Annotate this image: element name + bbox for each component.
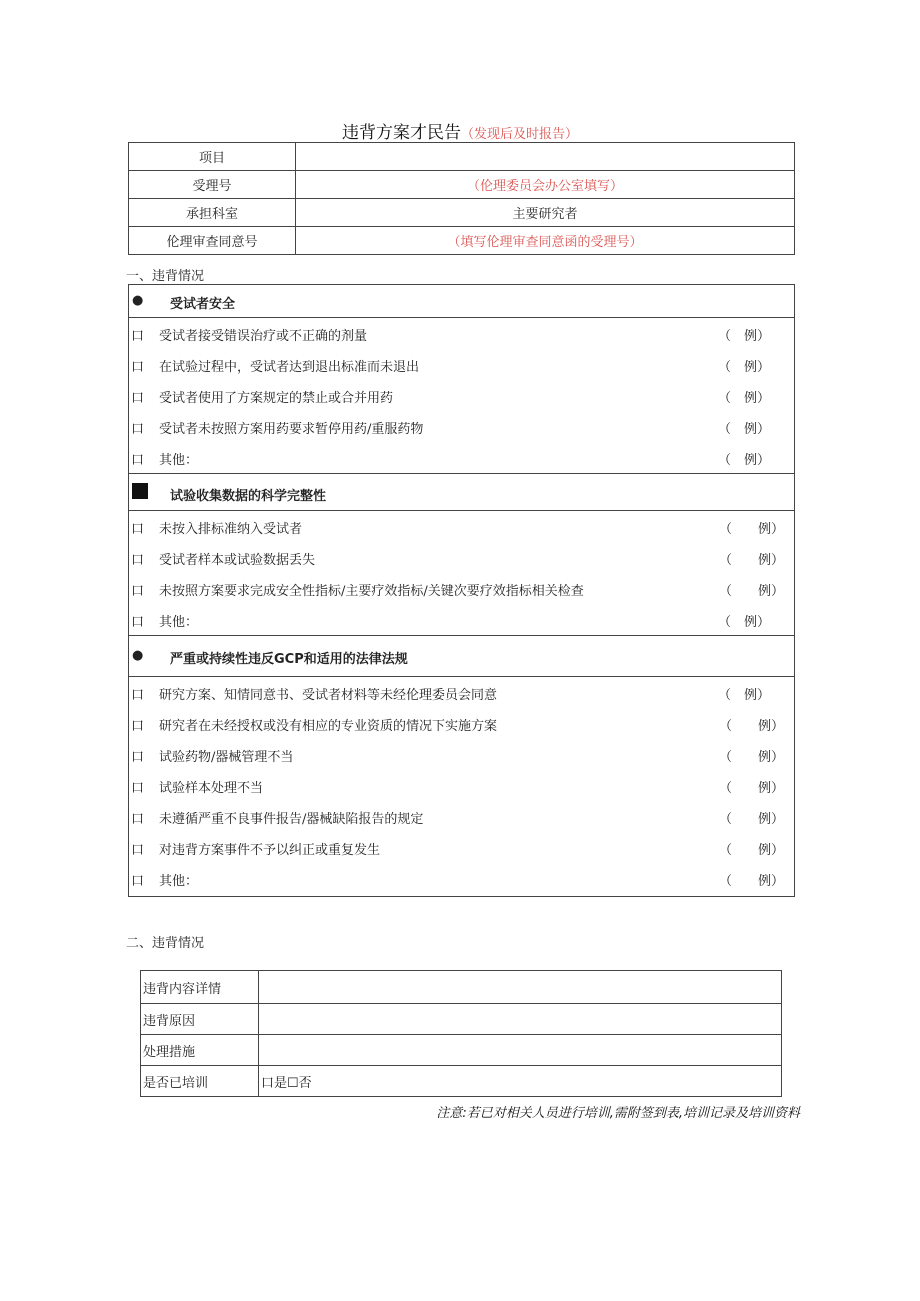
- detail-label: 违背内容详情: [141, 971, 259, 1004]
- reason-field[interactable]: [259, 1004, 782, 1035]
- item-text: 其他：: [159, 615, 199, 630]
- item-text: 受试者接受错误治疗或不正确的剂量: [159, 329, 368, 344]
- item-text: 对违背方案事件不予以纠正或重复发生: [159, 843, 381, 858]
- item-text: 其他：: [159, 874, 199, 889]
- checkbox[interactable]: 口: [131, 453, 145, 468]
- checklist-item: [129, 442, 794, 473]
- checklist-item: [129, 739, 794, 770]
- checklist-item: [129, 511, 794, 542]
- form-subtitle: （发现后及时报告）: [460, 127, 578, 142]
- case-count[interactable]: （ 例）: [717, 360, 770, 375]
- checklist-item: [129, 801, 794, 832]
- training-options[interactable]: 口是☐否: [259, 1066, 782, 1097]
- training-label: 是否已培训: [141, 1066, 259, 1097]
- checkbox[interactable]: 口: [131, 812, 145, 827]
- case-count[interactable]: （ 例）: [717, 453, 770, 468]
- checklist-item: [129, 863, 794, 896]
- checkbox[interactable]: 口: [131, 522, 145, 537]
- item-text: 未按入排标准纳入受试者: [159, 522, 303, 537]
- square-bullet-icon: [132, 483, 148, 499]
- checkbox[interactable]: 口: [131, 553, 145, 568]
- checklist-item: [129, 380, 794, 411]
- checklist-item: [129, 832, 794, 863]
- item-text: 研究方案、知情同意书、受试者材料等未经伦理委员会同意: [159, 688, 498, 703]
- group-data-integrity-heading: [129, 473, 794, 511]
- project-label: 项目: [129, 143, 296, 171]
- case-count[interactable]: （ 例）: [718, 719, 784, 734]
- checkbox[interactable]: 口: [131, 843, 145, 858]
- info-table: [128, 142, 795, 255]
- ethics-label: 伦理审查同意号: [129, 227, 296, 255]
- case-count[interactable]: （ 例）: [718, 750, 784, 765]
- item-text: 试验药物/器械管理不当: [159, 750, 294, 765]
- case-count[interactable]: （ 例）: [718, 553, 784, 568]
- reason-label: 违背原因: [141, 1004, 259, 1035]
- checklist-item: [129, 411, 794, 442]
- ethics-field[interactable]: （填写伦理审查同意函的受理号）: [296, 227, 795, 255]
- bullet-icon: ●: [132, 648, 144, 663]
- detail-field[interactable]: [259, 971, 782, 1004]
- case-count[interactable]: （ 例）: [717, 688, 770, 703]
- item-text: 受试者未按照方案用药要求暂停用药/重服药物: [159, 422, 424, 437]
- case-count[interactable]: （ 例）: [717, 391, 770, 406]
- checklist-item: [129, 604, 794, 635]
- checklist-item: [129, 318, 794, 349]
- case-count[interactable]: （ 例）: [717, 422, 770, 437]
- item-text: 研究者在未经授权或没有相应的专业资质的情况下实施方案: [159, 719, 498, 734]
- acceptance-label: 受理号: [129, 171, 296, 199]
- checkbox[interactable]: 口: [131, 688, 145, 703]
- checklist-item: [129, 770, 794, 801]
- checkbox[interactable]: 口: [131, 391, 145, 406]
- checkbox[interactable]: 口: [131, 750, 145, 765]
- checklist-item: [129, 708, 794, 739]
- item-text: 受试者使用了方案规定的禁止或合并用药: [159, 391, 394, 406]
- checklist-item: [129, 573, 794, 604]
- checkbox[interactable]: 口: [131, 719, 145, 734]
- item-text: 未按照方案要求完成安全性指标/主要疗效指标/关键次要疗效指标相关检查: [159, 584, 584, 599]
- pi-label: 主要研究者: [296, 199, 795, 227]
- case-count[interactable]: （ 例）: [718, 812, 784, 827]
- case-count[interactable]: （ 例）: [718, 584, 784, 599]
- item-text: 试验样本处理不当: [159, 781, 264, 796]
- project-field[interactable]: [296, 143, 795, 171]
- acceptance-field[interactable]: （伦理委员会办公室填写）: [296, 171, 795, 199]
- checklist-item: [129, 677, 794, 708]
- case-count[interactable]: （ 例）: [718, 522, 784, 537]
- checkbox[interactable]: 口: [131, 329, 145, 344]
- checklist-item: [129, 542, 794, 573]
- checkbox[interactable]: 口: [131, 360, 145, 375]
- case-count[interactable]: （ 例）: [717, 615, 770, 630]
- bullet-icon: ●: [132, 293, 144, 308]
- checkbox[interactable]: 口: [131, 422, 145, 437]
- item-text: 受试者样本或试验数据丢失: [159, 553, 316, 568]
- item-text: 其他：: [159, 453, 199, 468]
- case-count[interactable]: （ 例）: [718, 874, 784, 889]
- case-count[interactable]: （ 例）: [718, 781, 784, 796]
- measures-field[interactable]: [259, 1035, 782, 1066]
- item-text: 在试验过程中，受试者达到退出标准而未退出: [159, 360, 420, 375]
- section-one-label: 一、违背情况: [126, 269, 205, 284]
- case-count[interactable]: （ 例）: [717, 329, 770, 344]
- checkbox[interactable]: 口: [131, 584, 145, 599]
- form-title-text: 违背方案才民告: [341, 123, 461, 143]
- group-heading-text: 受试者安全: [170, 297, 236, 312]
- group-heading-text: 严重或持续性违反GCP和适用的法律法规: [170, 652, 408, 667]
- item-text: 未遵循严重不良事件报告/器械缺陷报告的规定: [159, 812, 424, 827]
- checkbox[interactable]: 口: [131, 781, 145, 796]
- measures-label: 处理措施: [141, 1035, 259, 1066]
- checkbox[interactable]: 口: [131, 874, 145, 889]
- section-two-label: 二、违背情况: [126, 936, 205, 951]
- group-gcp-heading: [129, 635, 794, 677]
- form-title: [0, 118, 920, 143]
- checklist-item: [129, 349, 794, 380]
- group-heading-text: 试验收集数据的科学完整性: [170, 489, 327, 504]
- case-count[interactable]: （ 例）: [718, 843, 784, 858]
- violation-checklist: [128, 284, 795, 897]
- violation-detail-table: [140, 970, 782, 1097]
- group-subject-safety-heading: [129, 285, 794, 318]
- department-label: 承担科室: [129, 199, 296, 227]
- training-note: 注意:若已对相关人员进行培训,需附签到表,培训记录及培训资料: [436, 1106, 800, 1121]
- checkbox[interactable]: 口: [131, 615, 145, 630]
